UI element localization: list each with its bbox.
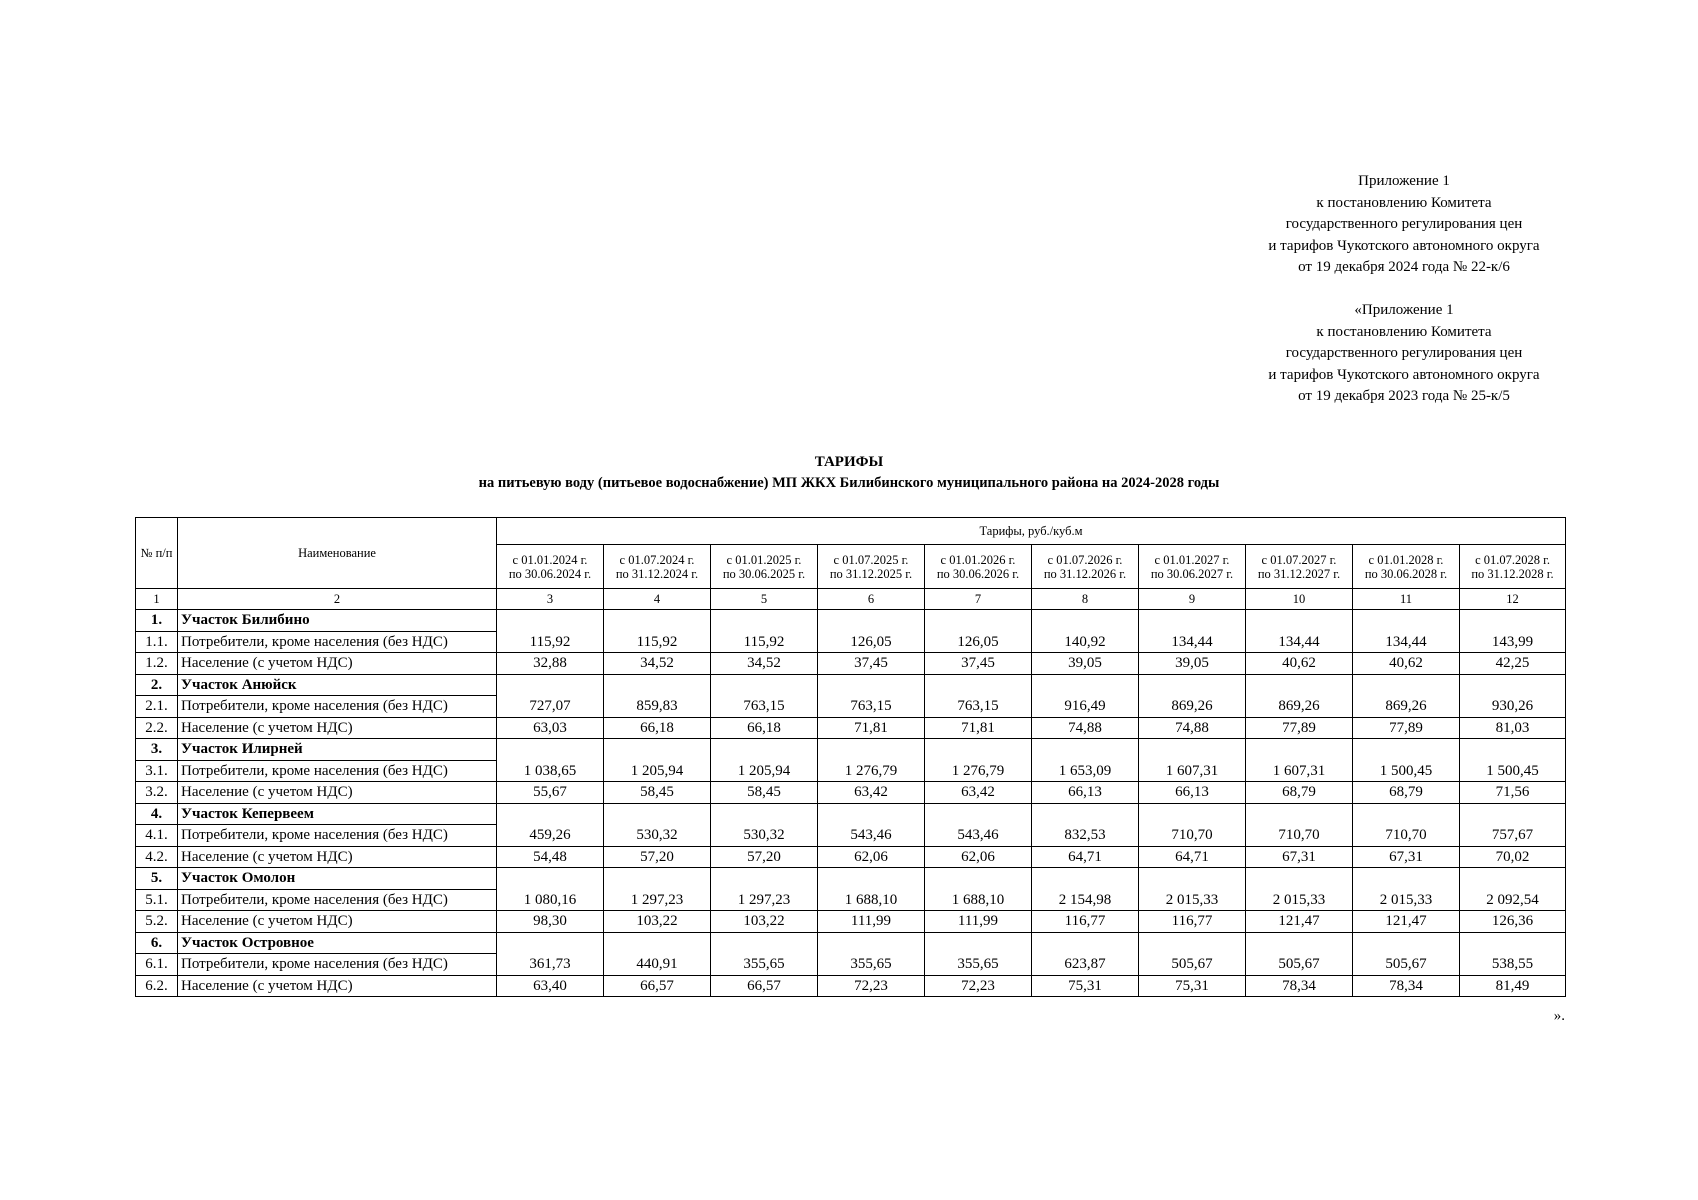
row-name: Население (с учетом НДС) xyxy=(178,717,497,739)
col-number: 12 xyxy=(1460,589,1566,610)
tariff-value: 763,15 xyxy=(711,696,818,718)
tariff-value: 37,45 xyxy=(818,653,925,675)
empty-cell xyxy=(1139,610,1246,632)
tariff-value: 530,32 xyxy=(604,825,711,847)
table-row xyxy=(136,717,1566,739)
period-start: с 01.01.2025 г. xyxy=(726,552,802,567)
tariff-value: 134,44 xyxy=(1139,631,1246,653)
empty-cell xyxy=(711,868,818,890)
tariff-value: 66,18 xyxy=(711,717,818,739)
tariff-value: 67,31 xyxy=(1246,846,1353,868)
tariff-value: 103,22 xyxy=(711,911,818,933)
empty-cell xyxy=(818,803,925,825)
tariff-value: 68,79 xyxy=(1353,782,1460,804)
empty-cell xyxy=(711,932,818,954)
table-row xyxy=(136,846,1566,868)
tariff-value: 727,07 xyxy=(497,696,604,718)
empty-cell xyxy=(604,932,711,954)
empty-cell xyxy=(1460,739,1566,761)
tariff-value: 55,67 xyxy=(497,782,604,804)
tariff-value: 66,13 xyxy=(1139,782,1246,804)
header-line: государственного регулирования цен xyxy=(1285,345,1523,361)
section-number: 4. xyxy=(136,803,178,825)
table-row xyxy=(136,911,1566,933)
col-header-period xyxy=(1139,545,1246,589)
tariff-value: 869,26 xyxy=(1353,696,1460,718)
empty-cell xyxy=(711,739,818,761)
tariff-value: 34,52 xyxy=(604,653,711,675)
tariff-value: 2 015,33 xyxy=(1353,889,1460,911)
tariff-value: 121,47 xyxy=(1353,911,1460,933)
empty-cell xyxy=(1353,803,1460,825)
col-number: 1 xyxy=(136,589,178,610)
tariff-value: 1 276,79 xyxy=(818,760,925,782)
tariff-value: 710,70 xyxy=(1139,825,1246,847)
period-end: по 31.12.2024 г. xyxy=(615,566,699,581)
empty-cell xyxy=(925,868,1032,890)
section-name: Участок Билибино xyxy=(178,610,497,632)
tariff-value: 77,89 xyxy=(1353,717,1460,739)
table-row xyxy=(136,653,1566,675)
tariff-value: 530,32 xyxy=(711,825,818,847)
empty-cell xyxy=(711,674,818,696)
empty-cell xyxy=(1139,674,1246,696)
col-number: 7 xyxy=(925,589,1032,610)
period-start: с 01.01.2027 г. xyxy=(1154,552,1230,567)
title-main: ТАРИФЫ xyxy=(814,454,884,470)
row-name: Потребители, кроме населения (без НДС) xyxy=(178,889,497,911)
empty-cell xyxy=(497,932,604,954)
tariff-value: 66,57 xyxy=(604,975,711,997)
tariff-value: 1 500,45 xyxy=(1353,760,1460,782)
empty-cell xyxy=(925,674,1032,696)
table-row xyxy=(136,889,1566,911)
row-number: 6.1. xyxy=(136,954,178,976)
row-name: Население (с учетом НДС) xyxy=(178,782,497,804)
col-number: 5 xyxy=(711,589,818,610)
empty-cell xyxy=(1353,739,1460,761)
table-row xyxy=(136,782,1566,804)
tariff-value: 832,53 xyxy=(1032,825,1139,847)
col-header-number: № п/п xyxy=(136,518,178,589)
tariff-value: 869,26 xyxy=(1246,696,1353,718)
empty-cell xyxy=(1246,803,1353,825)
tariff-value: 58,45 xyxy=(711,782,818,804)
tariff-value: 355,65 xyxy=(711,954,818,976)
section-row xyxy=(136,610,1566,632)
header-line: от 19 декабря 2023 года № 25-к/5 xyxy=(1298,388,1510,404)
tariff-value: 1 688,10 xyxy=(818,889,925,911)
empty-cell xyxy=(604,803,711,825)
row-number: 3.1. xyxy=(136,760,178,782)
tariff-value: 869,26 xyxy=(1139,696,1246,718)
col-header-period xyxy=(711,545,818,589)
tariff-value: 1 607,31 xyxy=(1139,760,1246,782)
empty-cell xyxy=(1032,932,1139,954)
tariff-value: 37,45 xyxy=(925,653,1032,675)
tariff-value: 66,18 xyxy=(604,717,711,739)
tariff-value: 70,02 xyxy=(1460,846,1566,868)
table-row xyxy=(136,631,1566,653)
row-number: 4.1. xyxy=(136,825,178,847)
row-number: 2.1. xyxy=(136,696,178,718)
table-header xyxy=(136,518,1566,610)
header-line: от 19 декабря 2024 года № 22-к/6 xyxy=(1298,259,1510,275)
tariff-value: 1 205,94 xyxy=(604,760,711,782)
col-number: 4 xyxy=(604,589,711,610)
col-header-period xyxy=(818,545,925,589)
col-header-period xyxy=(1246,545,1353,589)
header-line: к постановлению Комитета xyxy=(1316,194,1492,211)
tariff-value: 63,40 xyxy=(497,975,604,997)
tariff-value: 763,15 xyxy=(925,696,1032,718)
row-name: Население (с учетом НДС) xyxy=(178,653,497,675)
tariff-value: 75,31 xyxy=(1032,975,1139,997)
tariff-value: 121,47 xyxy=(1246,911,1353,933)
col-number: 9 xyxy=(1139,589,1246,610)
tariff-value: 58,45 xyxy=(604,782,711,804)
tariff-value: 505,67 xyxy=(1139,954,1246,976)
empty-cell xyxy=(1246,739,1353,761)
section-name: Участок Кепервеем xyxy=(178,803,497,825)
tariff-value: 72,23 xyxy=(818,975,925,997)
empty-cell xyxy=(1353,674,1460,696)
section-row xyxy=(136,868,1566,890)
col-number: 6 xyxy=(818,589,925,610)
tariff-value: 40,62 xyxy=(1246,653,1353,675)
empty-cell xyxy=(1139,868,1246,890)
empty-cell xyxy=(925,803,1032,825)
tariff-value: 66,57 xyxy=(711,975,818,997)
tariff-value: 62,06 xyxy=(818,846,925,868)
empty-cell xyxy=(1032,868,1139,890)
col-header-name: Наименование xyxy=(178,518,497,589)
empty-cell xyxy=(497,610,604,632)
row-number: 6.2. xyxy=(136,975,178,997)
table-row xyxy=(136,760,1566,782)
empty-cell xyxy=(497,868,604,890)
period-start: с 01.07.2024 г. xyxy=(619,552,695,567)
tariff-value: 39,05 xyxy=(1032,653,1139,675)
empty-cell xyxy=(1246,932,1353,954)
row-name: Население (с учетом НДС) xyxy=(178,846,497,868)
tariff-value: 111,99 xyxy=(925,911,1032,933)
col-header-period xyxy=(1032,545,1139,589)
tariff-value: 66,13 xyxy=(1032,782,1139,804)
tariff-value: 1 276,79 xyxy=(925,760,1032,782)
empty-cell xyxy=(1032,739,1139,761)
tariff-value: 74,88 xyxy=(1032,717,1139,739)
row-number: 3.2. xyxy=(136,782,178,804)
table-row xyxy=(136,825,1566,847)
tariff-value: 78,34 xyxy=(1353,975,1460,997)
header-line: «Приложение 1 xyxy=(1354,302,1454,318)
col-header-period xyxy=(1460,545,1566,589)
tariff-value: 355,65 xyxy=(925,954,1032,976)
header-line: и тарифов Чукотского автономного округа xyxy=(1268,366,1540,383)
table-row xyxy=(136,975,1566,997)
period-end: по 31.12.2028 г. xyxy=(1471,566,1554,581)
period-end: по 31.12.2025 г. xyxy=(829,566,913,581)
section-number: 5. xyxy=(136,868,178,890)
empty-cell xyxy=(1353,932,1460,954)
empty-cell xyxy=(1139,803,1246,825)
period-end: по 30.06.2026 г. xyxy=(936,566,1020,581)
tariff-value: 78,34 xyxy=(1246,975,1353,997)
row-number: 2.2. xyxy=(136,717,178,739)
empty-cell xyxy=(497,803,604,825)
tariff-value: 42,25 xyxy=(1460,653,1566,675)
col-header-tariffs: Тарифы, руб./куб.м xyxy=(497,518,1566,545)
tariff-value: 1 038,65 xyxy=(497,760,604,782)
table-row xyxy=(136,954,1566,976)
header-line: и тарифов Чукотского автономного округа xyxy=(1268,237,1540,254)
tariff-value: 1 080,16 xyxy=(497,889,604,911)
section-row xyxy=(136,739,1566,761)
tariff-value: 2 092,54 xyxy=(1460,889,1566,911)
title-subtitle: на питьевую воду (питьевое водоснабжение) МП ЖКХ Билибинского муниципального района на 2024-2028 годы xyxy=(478,475,1220,491)
empty-cell xyxy=(1032,674,1139,696)
tariff-value: 459,26 xyxy=(497,825,604,847)
empty-cell xyxy=(818,868,925,890)
section-name: Участок Илирней xyxy=(178,739,497,761)
tariff-value: 2 015,33 xyxy=(1139,889,1246,911)
tariff-value: 39,05 xyxy=(1139,653,1246,675)
tariff-value: 72,23 xyxy=(925,975,1032,997)
tariff-value: 54,48 xyxy=(497,846,604,868)
tariff-value: 440,91 xyxy=(604,954,711,976)
appendix-header-current xyxy=(1210,171,1598,279)
tariff-value: 116,77 xyxy=(1032,911,1139,933)
row-name: Потребители, кроме населения (без НДС) xyxy=(178,825,497,847)
empty-cell xyxy=(1460,932,1566,954)
closing-quote: ». xyxy=(1553,1008,1565,1024)
period-end: по 30.06.2027 г. xyxy=(1150,566,1234,581)
empty-cell xyxy=(1246,868,1353,890)
section-row xyxy=(136,932,1566,954)
empty-cell xyxy=(925,739,1032,761)
row-name: Потребители, кроме населения (без НДС) xyxy=(178,696,497,718)
section-name: Участок Омолон xyxy=(178,868,497,890)
tariff-value: 134,44 xyxy=(1353,631,1460,653)
empty-cell xyxy=(1246,610,1353,632)
tariff-value: 126,36 xyxy=(1460,911,1566,933)
row-name: Потребители, кроме населения (без НДС) xyxy=(178,760,497,782)
period-end: по 30.06.2024 г. xyxy=(508,566,592,581)
section-name: Участок Анюйск xyxy=(178,674,497,696)
tariff-value: 140,92 xyxy=(1032,631,1139,653)
tariff-value: 115,92 xyxy=(711,631,818,653)
tariff-value: 34,52 xyxy=(711,653,818,675)
row-number: 4.2. xyxy=(136,846,178,868)
tariff-value: 930,26 xyxy=(1460,696,1566,718)
empty-cell xyxy=(604,739,711,761)
tariff-value: 77,89 xyxy=(1246,717,1353,739)
empty-cell xyxy=(818,674,925,696)
col-header-period xyxy=(925,545,1032,589)
tariff-value: 2 154,98 xyxy=(1032,889,1139,911)
empty-cell xyxy=(1353,610,1460,632)
row-number: 1.2. xyxy=(136,653,178,675)
section-number: 2. xyxy=(136,674,178,696)
empty-cell xyxy=(1460,803,1566,825)
tariff-value: 126,05 xyxy=(925,631,1032,653)
tariff-value: 71,81 xyxy=(818,717,925,739)
header-line: к постановлению Комитета xyxy=(1316,323,1492,340)
period-start: с 01.01.2024 г. xyxy=(512,552,588,567)
tariff-value: 67,31 xyxy=(1353,846,1460,868)
col-header-period xyxy=(1353,545,1460,589)
section-number: 1. xyxy=(136,610,178,632)
tariff-value: 361,73 xyxy=(497,954,604,976)
tariff-value: 62,06 xyxy=(925,846,1032,868)
empty-cell xyxy=(604,674,711,696)
col-number: 3 xyxy=(497,589,604,610)
tariff-value: 111,99 xyxy=(818,911,925,933)
tariff-value: 63,42 xyxy=(818,782,925,804)
row-number: 5.2. xyxy=(136,911,178,933)
tariff-value: 71,56 xyxy=(1460,782,1566,804)
col-number: 8 xyxy=(1032,589,1139,610)
tariff-value: 916,49 xyxy=(1032,696,1139,718)
table-row xyxy=(136,696,1566,718)
col-number: 2 xyxy=(178,589,497,610)
tariff-value: 710,70 xyxy=(1353,825,1460,847)
tariff-value: 1 297,23 xyxy=(711,889,818,911)
tariff-value: 763,15 xyxy=(818,696,925,718)
tariff-value: 81,03 xyxy=(1460,717,1566,739)
row-name: Потребители, кроме населения (без НДС) xyxy=(178,954,497,976)
empty-cell xyxy=(925,932,1032,954)
tariff-value: 63,03 xyxy=(497,717,604,739)
period-end: по 30.06.2025 г. xyxy=(722,566,806,581)
period-start: с 01.07.2025 г. xyxy=(833,552,909,567)
tariff-value: 1 688,10 xyxy=(925,889,1032,911)
tariff-value: 623,87 xyxy=(1032,954,1139,976)
section-number: 3. xyxy=(136,739,178,761)
tariff-value: 2 015,33 xyxy=(1246,889,1353,911)
header-line: Приложение 1 xyxy=(1358,173,1450,189)
tariff-value: 538,55 xyxy=(1460,954,1566,976)
tariff-value: 1 653,09 xyxy=(1032,760,1139,782)
empty-cell xyxy=(818,610,925,632)
empty-cell xyxy=(604,610,711,632)
empty-cell xyxy=(1353,868,1460,890)
section-row xyxy=(136,674,1566,696)
period-start: с 01.01.2026 г. xyxy=(940,552,1016,567)
empty-cell xyxy=(711,803,818,825)
tariff-value: 355,65 xyxy=(818,954,925,976)
row-number: 5.1. xyxy=(136,889,178,911)
col-header-period xyxy=(497,545,604,589)
col-number: 10 xyxy=(1246,589,1353,610)
tariff-value: 98,30 xyxy=(497,911,604,933)
tariff-value: 1 500,45 xyxy=(1460,760,1566,782)
empty-cell xyxy=(1460,610,1566,632)
section-name: Участок Островное xyxy=(178,932,497,954)
appendix-header-previous xyxy=(1210,300,1598,408)
col-header-period xyxy=(604,545,711,589)
period-end: по 30.06.2028 г. xyxy=(1364,566,1448,581)
period-end: по 31.12.2027 г. xyxy=(1257,566,1341,581)
empty-cell xyxy=(1032,610,1139,632)
tariff-value: 134,44 xyxy=(1246,631,1353,653)
row-name: Потребители, кроме населения (без НДС) xyxy=(178,631,497,653)
tariff-value: 40,62 xyxy=(1353,653,1460,675)
tariff-value: 32,88 xyxy=(497,653,604,675)
period-start: с 01.01.2028 г. xyxy=(1368,552,1444,567)
empty-cell xyxy=(1032,803,1139,825)
empty-cell xyxy=(1246,674,1353,696)
empty-cell xyxy=(818,932,925,954)
empty-cell xyxy=(711,610,818,632)
tariff-value: 126,05 xyxy=(818,631,925,653)
empty-cell xyxy=(1460,674,1566,696)
empty-cell xyxy=(818,739,925,761)
document-title xyxy=(0,452,1698,494)
tariff-value: 57,20 xyxy=(711,846,818,868)
tariff-table xyxy=(135,517,1566,997)
tariff-value: 1 607,31 xyxy=(1246,760,1353,782)
tariff-value: 1 297,23 xyxy=(604,889,711,911)
tariff-value: 757,67 xyxy=(1460,825,1566,847)
tariff-value: 64,71 xyxy=(1139,846,1246,868)
row-name: Население (с учетом НДС) xyxy=(178,975,497,997)
tariff-value: 81,49 xyxy=(1460,975,1566,997)
tariff-value: 63,42 xyxy=(925,782,1032,804)
section-row xyxy=(136,803,1566,825)
tariff-value: 103,22 xyxy=(604,911,711,933)
tariff-value: 74,88 xyxy=(1139,717,1246,739)
tariff-value: 1 205,94 xyxy=(711,760,818,782)
tariff-value: 710,70 xyxy=(1246,825,1353,847)
period-start: с 01.07.2027 г. xyxy=(1261,552,1337,567)
tariff-value: 116,77 xyxy=(1139,911,1246,933)
empty-cell xyxy=(1460,868,1566,890)
tariff-value: 143,99 xyxy=(1460,631,1566,653)
col-number: 11 xyxy=(1353,589,1460,610)
empty-cell xyxy=(1139,932,1246,954)
empty-cell xyxy=(925,610,1032,632)
row-number: 1.1. xyxy=(136,631,178,653)
tariff-value: 543,46 xyxy=(925,825,1032,847)
tariff-value: 505,67 xyxy=(1353,954,1460,976)
period-end: по 31.12.2026 г. xyxy=(1043,566,1127,581)
tariff-value: 75,31 xyxy=(1139,975,1246,997)
tariff-value: 115,92 xyxy=(497,631,604,653)
empty-cell xyxy=(497,674,604,696)
empty-cell xyxy=(1139,739,1246,761)
tariff-value: 57,20 xyxy=(604,846,711,868)
tariff-value: 543,46 xyxy=(818,825,925,847)
tariff-value: 71,81 xyxy=(925,717,1032,739)
tariff-value: 64,71 xyxy=(1032,846,1139,868)
tariff-value: 859,83 xyxy=(604,696,711,718)
header-line: государственного регулирования цен xyxy=(1285,216,1523,232)
period-start: с 01.07.2026 г. xyxy=(1047,552,1123,567)
row-name: Население (с учетом НДС) xyxy=(178,911,497,933)
empty-cell xyxy=(497,739,604,761)
empty-cell xyxy=(604,868,711,890)
table-body xyxy=(136,610,1566,997)
tariff-value: 115,92 xyxy=(604,631,711,653)
section-number: 6. xyxy=(136,932,178,954)
tariff-value: 505,67 xyxy=(1246,954,1353,976)
period-start: с 01.07.2028 г. xyxy=(1475,552,1550,567)
tariff-value: 68,79 xyxy=(1246,782,1353,804)
